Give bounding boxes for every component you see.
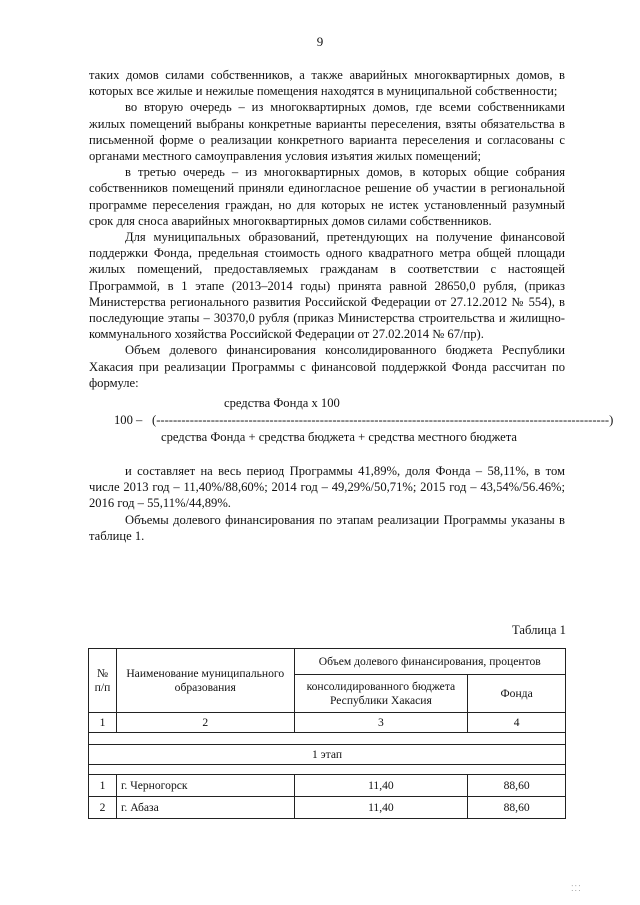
- header-group: Объем долевого финансирования, процентов: [294, 649, 565, 675]
- paragraph-table-ref: Объемы долевого финансирования по этапам реализации Программы указаны в таблице 1.: [89, 512, 565, 543]
- col-number: 4: [468, 713, 566, 733]
- formula-fraction-line: (------------------------------------------------------------------------------------------------------------): [152, 413, 614, 428]
- footer-mark: ⁚⁚⁚: [571, 884, 582, 893]
- row-fund: 88,60: [468, 797, 566, 819]
- header-name: Наименование муниципального образования: [116, 649, 294, 713]
- stage-label: 1 этап: [89, 745, 566, 765]
- spacer-row: [89, 765, 566, 775]
- header-num: № п/п: [89, 649, 117, 713]
- header-fund: Фонда: [468, 675, 566, 713]
- col-number: 2: [116, 713, 294, 733]
- table-row: [89, 797, 566, 819]
- paragraph-second-priority: во вторую очередь – из многоквартирных домов, где всеми собственниками жилых помещений выбраны конкретные варианты переселения, взяты обязательства в письменной форме о реализации конкретного варианта переселения и согласованы с органами местного самоуправления условия изъятия жилых помещений;: [89, 100, 565, 164]
- row-num: 1: [89, 775, 117, 797]
- paragraph-formula-intro: Объем долевого финансирования консолидированного бюджета Республики Хакасия при реализации Программы с финансовой поддержкой Фонда рассчитан по формуле:: [89, 343, 565, 390]
- row-fund: 88,60: [468, 775, 566, 797]
- header-budget: консолидированного бюджета Республики Хакасия: [294, 675, 468, 713]
- col-number: 3: [294, 713, 468, 733]
- formula: [89, 395, 614, 453]
- row-name: г. Черногорск: [116, 775, 294, 797]
- paragraph-shares: и составляет на весь период Программы 41,89%, доля Фонда – 58,11%, в том числе 2013 год – 11,40%/88,60%; 2014 год – 49,29%/50,71%; 2015 год – 43,54%/56.46%; 2016 год – 55,11%/44,89%.: [89, 464, 565, 511]
- document-body: [89, 67, 614, 544]
- row-num: 2: [89, 797, 117, 819]
- table-row: [89, 775, 566, 797]
- col-number: 1: [89, 713, 117, 733]
- paragraph-continuation: таких домов силами собственников, а также аварийных многоквартирных домов, в которых все жилые и нежилые помещения находятся в муниципальной собственности;: [89, 68, 565, 99]
- page-number: 9: [316, 34, 324, 49]
- financing-table: [88, 648, 566, 819]
- formula-prefix: 100 –: [114, 413, 143, 428]
- row-name: г. Абаза: [116, 797, 294, 819]
- spacer-row: [89, 733, 566, 745]
- formula-denominator: средства Фонда + средства бюджета + средства местного бюджета: [161, 430, 517, 445]
- formula-numerator: средства Фонда x 100: [224, 396, 340, 411]
- paragraph-third-priority: в третью очередь – из многоквартирных домов, в которых общие собрания собственников помещений приняли единогласное решение об участии в региональной программе переселения граждан, но для которых не истек установленный разумный срок для сноса аварийных многоквартирных домов силами собственников.: [89, 165, 565, 228]
- row-budget: 11,40: [294, 775, 468, 797]
- paragraph-price-limit: Для муниципальных образований, претендующих на получение финансовой поддержки Фонда, предельная стоимость одного квадратного метра общей площади жилых помещений, предоставляемых гражданам в соответствии с настоящей Программой, в 1 этапе (2013–2014 годы) принята равной 28650,0 рубля, (приказ Министерства регионального развития Российской Федерации от 27.12.2012 № 554), в последующие этапы – 30370,0 рубля (приказ Министерства строительства и жилищно-коммунального хозяйства Российской Федерации от 27.02.2014 № 67/пр).: [89, 230, 565, 342]
- row-budget: 11,40: [294, 797, 468, 819]
- table-caption: Таблица 1: [512, 623, 566, 637]
